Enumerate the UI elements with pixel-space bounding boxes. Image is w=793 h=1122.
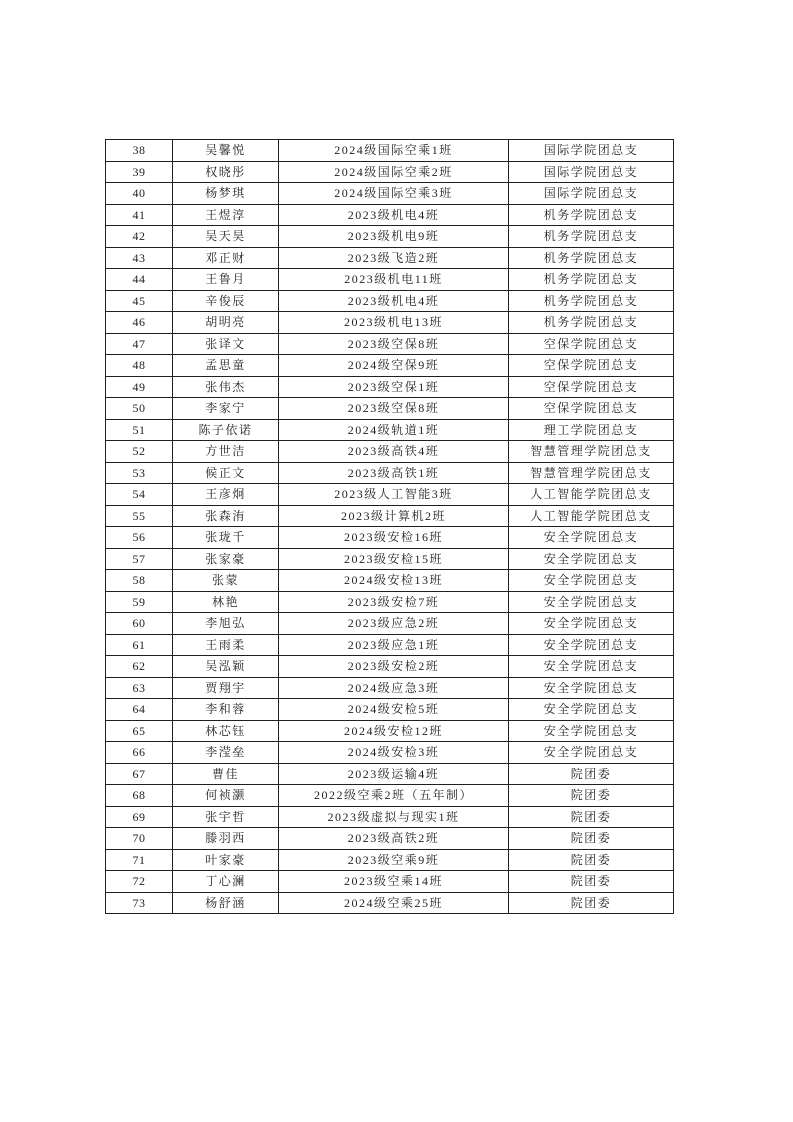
org-cell: 智慧管理学院团总支: [509, 441, 674, 463]
class-cell: 2023级计算机2班: [279, 505, 509, 527]
org-cell: 空保学院团总支: [509, 398, 674, 420]
org-cell: 安全学院团总支: [509, 591, 674, 613]
name-cell: 滕羽西: [173, 828, 279, 850]
class-cell: 2024级应急3班: [279, 677, 509, 699]
name-cell: 王雨柔: [173, 634, 279, 656]
class-cell: 2023级空保8班: [279, 333, 509, 355]
name-cell: 权晓彤: [173, 161, 279, 183]
org-cell: 院团委: [509, 806, 674, 828]
table-row: [106, 376, 674, 398]
name-cell: 候正文: [173, 462, 279, 484]
org-cell: 安全学院团总支: [509, 548, 674, 570]
row-number-cell: 44: [106, 269, 173, 291]
row-number-cell: 66: [106, 742, 173, 764]
name-cell: 张蒙: [173, 570, 279, 592]
table-row: [106, 204, 674, 226]
org-cell: 空保学院团总支: [509, 376, 674, 398]
row-number-cell: 70: [106, 828, 173, 850]
name-cell: 张森洧: [173, 505, 279, 527]
class-cell: 2024级安检5班: [279, 699, 509, 721]
table-row: [106, 785, 674, 807]
row-number-cell: 47: [106, 333, 173, 355]
table-row: [106, 333, 674, 355]
table-row: [106, 161, 674, 183]
class-cell: 2023级安检16班: [279, 527, 509, 549]
row-number-cell: 41: [106, 204, 173, 226]
row-number-cell: 68: [106, 785, 173, 807]
table-row: [106, 742, 674, 764]
table-row: [106, 140, 674, 162]
table-row: [106, 763, 674, 785]
table-row: [106, 183, 674, 205]
name-cell: 孟思童: [173, 355, 279, 377]
class-cell: 2023级人工智能3班: [279, 484, 509, 506]
org-cell: 安全学院团总支: [509, 677, 674, 699]
org-cell: 智慧管理学院团总支: [509, 462, 674, 484]
name-cell: 丁心澜: [173, 871, 279, 893]
org-cell: 安全学院团总支: [509, 699, 674, 721]
class-cell: 2023级高铁2班: [279, 828, 509, 850]
table-row: [106, 634, 674, 656]
table-row: [106, 613, 674, 635]
org-cell: 理工学院团总支: [509, 419, 674, 441]
name-cell: 李家宁: [173, 398, 279, 420]
row-number-cell: 55: [106, 505, 173, 527]
row-number-cell: 69: [106, 806, 173, 828]
class-cell: 2023级安检2班: [279, 656, 509, 678]
class-cell: 2023级机电4班: [279, 290, 509, 312]
class-cell: 2024级空保9班: [279, 355, 509, 377]
name-cell: 胡明亮: [173, 312, 279, 334]
org-cell: 人工智能学院团总支: [509, 505, 674, 527]
row-number-cell: 61: [106, 634, 173, 656]
row-number-cell: 43: [106, 247, 173, 269]
class-cell: 2023级安检15班: [279, 548, 509, 570]
org-cell: 安全学院团总支: [509, 613, 674, 635]
table-row: [106, 269, 674, 291]
org-cell: 人工智能学院团总支: [509, 484, 674, 506]
row-number-cell: 59: [106, 591, 173, 613]
name-cell: 杨梦琪: [173, 183, 279, 205]
class-cell: 2023级高铁4班: [279, 441, 509, 463]
table-row: [106, 806, 674, 828]
roster-table-body: [106, 140, 674, 914]
row-number-cell: 51: [106, 419, 173, 441]
row-number-cell: 67: [106, 763, 173, 785]
table-row: [106, 720, 674, 742]
class-cell: 2023级机电9班: [279, 226, 509, 248]
name-cell: 邓正财: [173, 247, 279, 269]
row-number-cell: 53: [106, 462, 173, 484]
name-cell: 王彦炯: [173, 484, 279, 506]
org-cell: 空保学院团总支: [509, 333, 674, 355]
row-number-cell: 65: [106, 720, 173, 742]
class-cell: 2022级空乘2班（五年制）: [279, 785, 509, 807]
name-cell: 王煜淳: [173, 204, 279, 226]
row-number-cell: 54: [106, 484, 173, 506]
table-row: [106, 419, 674, 441]
org-cell: 安全学院团总支: [509, 634, 674, 656]
table-row: [106, 312, 674, 334]
class-cell: 2024级国际空乘3班: [279, 183, 509, 205]
name-cell: 曹佳: [173, 763, 279, 785]
row-number-cell: 46: [106, 312, 173, 334]
class-cell: 2023级飞造2班: [279, 247, 509, 269]
row-number-cell: 64: [106, 699, 173, 721]
org-cell: 安全学院团总支: [509, 742, 674, 764]
org-cell: 机务学院团总支: [509, 226, 674, 248]
org-cell: 国际学院团总支: [509, 161, 674, 183]
row-number-cell: 73: [106, 892, 173, 914]
name-cell: 方世洁: [173, 441, 279, 463]
name-cell: 李旭弘: [173, 613, 279, 635]
org-cell: 国际学院团总支: [509, 183, 674, 205]
name-cell: 贾翔宇: [173, 677, 279, 699]
class-cell: 2024级国际空乘2班: [279, 161, 509, 183]
table-row: [106, 462, 674, 484]
class-cell: 2023级机电11班: [279, 269, 509, 291]
org-cell: 国际学院团总支: [509, 140, 674, 162]
row-number-cell: 50: [106, 398, 173, 420]
table-row: [106, 699, 674, 721]
table-row: [106, 849, 674, 871]
name-cell: 张家豪: [173, 548, 279, 570]
org-cell: 空保学院团总支: [509, 355, 674, 377]
roster-table: [105, 139, 674, 914]
table-row: [106, 290, 674, 312]
table-row: [106, 871, 674, 893]
class-cell: 2024级安检13班: [279, 570, 509, 592]
row-number-cell: 56: [106, 527, 173, 549]
name-cell: 张宇哲: [173, 806, 279, 828]
org-cell: 安全学院团总支: [509, 656, 674, 678]
row-number-cell: 40: [106, 183, 173, 205]
org-cell: 院团委: [509, 763, 674, 785]
class-cell: 2023级机电4班: [279, 204, 509, 226]
name-cell: 辛俊辰: [173, 290, 279, 312]
class-cell: 2023级空乘14班: [279, 871, 509, 893]
name-cell: 杨舒涵: [173, 892, 279, 914]
name-cell: 林艳: [173, 591, 279, 613]
table-row: [106, 677, 674, 699]
class-cell: 2024级空乘25班: [279, 892, 509, 914]
name-cell: 吴泓颖: [173, 656, 279, 678]
table-row: [106, 484, 674, 506]
class-cell: 2023级空乘9班: [279, 849, 509, 871]
org-cell: 安全学院团总支: [509, 720, 674, 742]
name-cell: 张珑千: [173, 527, 279, 549]
class-cell: 2023级运输4班: [279, 763, 509, 785]
org-cell: 院团委: [509, 871, 674, 893]
row-number-cell: 62: [106, 656, 173, 678]
class-cell: 2023级高铁1班: [279, 462, 509, 484]
table-row: [106, 398, 674, 420]
org-cell: 安全学院团总支: [509, 527, 674, 549]
row-number-cell: 52: [106, 441, 173, 463]
table-row: [106, 656, 674, 678]
class-cell: 2023级应急2班: [279, 613, 509, 635]
row-number-cell: 49: [106, 376, 173, 398]
table-row: [106, 226, 674, 248]
org-cell: 院团委: [509, 828, 674, 850]
table-row: [106, 828, 674, 850]
table-row: [106, 591, 674, 613]
name-cell: 张伟杰: [173, 376, 279, 398]
row-number-cell: 72: [106, 871, 173, 893]
class-cell: 2024级安检3班: [279, 742, 509, 764]
name-cell: 李和蓉: [173, 699, 279, 721]
class-cell: 2023级虚拟与现实1班: [279, 806, 509, 828]
table-row: [106, 247, 674, 269]
org-cell: 院团委: [509, 892, 674, 914]
class-cell: 2023级安检7班: [279, 591, 509, 613]
org-cell: 安全学院团总支: [509, 570, 674, 592]
org-cell: 院团委: [509, 785, 674, 807]
name-cell: 吴馨悦: [173, 140, 279, 162]
org-cell: 机务学院团总支: [509, 247, 674, 269]
row-number-cell: 57: [106, 548, 173, 570]
class-cell: 2024级安检12班: [279, 720, 509, 742]
row-number-cell: 60: [106, 613, 173, 635]
org-cell: 机务学院团总支: [509, 204, 674, 226]
row-number-cell: 63: [106, 677, 173, 699]
row-number-cell: 42: [106, 226, 173, 248]
row-number-cell: 48: [106, 355, 173, 377]
class-cell: 2024级国际空乘1班: [279, 140, 509, 162]
row-number-cell: 58: [106, 570, 173, 592]
table-row: [106, 892, 674, 914]
class-cell: 2023级空保8班: [279, 398, 509, 420]
table-row: [106, 441, 674, 463]
org-cell: 机务学院团总支: [509, 312, 674, 334]
row-number-cell: 45: [106, 290, 173, 312]
table-row: [106, 548, 674, 570]
class-cell: 2024级轨道1班: [279, 419, 509, 441]
row-number-cell: 39: [106, 161, 173, 183]
table-row: [106, 570, 674, 592]
name-cell: 何祯灏: [173, 785, 279, 807]
org-cell: 院团委: [509, 849, 674, 871]
name-cell: 张译文: [173, 333, 279, 355]
table-row: [106, 527, 674, 549]
name-cell: 叶家豪: [173, 849, 279, 871]
name-cell: 林芯钰: [173, 720, 279, 742]
name-cell: 陈子依诺: [173, 419, 279, 441]
class-cell: 2023级应急1班: [279, 634, 509, 656]
row-number-cell: 71: [106, 849, 173, 871]
class-cell: 2023级空保1班: [279, 376, 509, 398]
name-cell: 王鲁月: [173, 269, 279, 291]
org-cell: 机务学院团总支: [509, 269, 674, 291]
class-cell: 2023级机电13班: [279, 312, 509, 334]
row-number-cell: 38: [106, 140, 173, 162]
name-cell: 李滢垒: [173, 742, 279, 764]
name-cell: 吴天昊: [173, 226, 279, 248]
org-cell: 机务学院团总支: [509, 290, 674, 312]
table-row: [106, 505, 674, 527]
table-row: [106, 355, 674, 377]
